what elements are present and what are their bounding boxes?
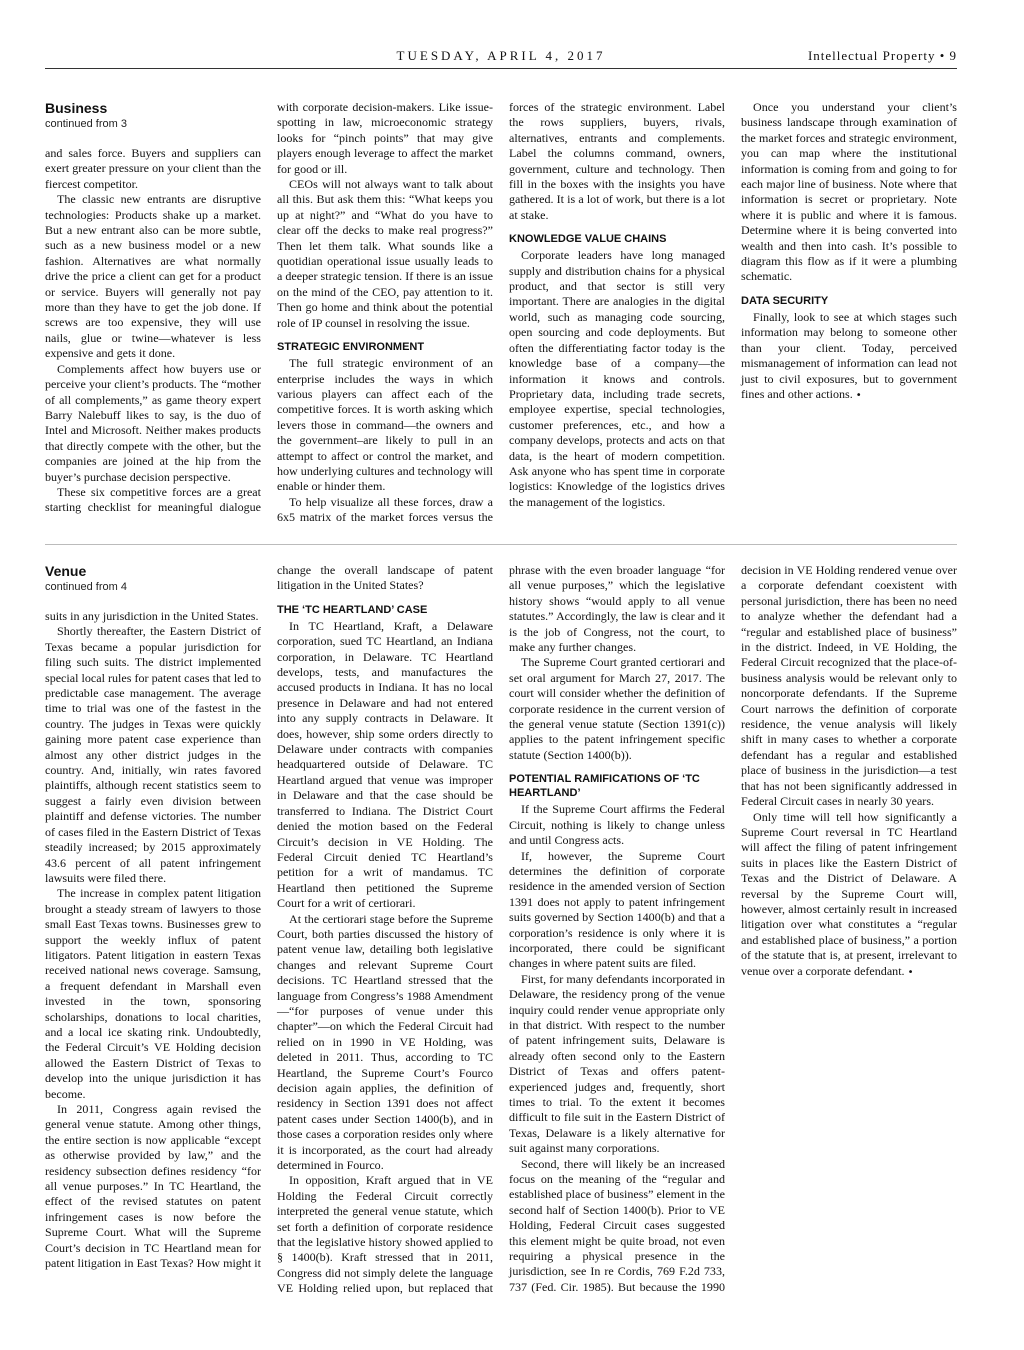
paragraph: In TC Heartland, Kraft, a Delaware corporation, sued TC Heartland, an Indiana corporation, in Delaware. TC Heartland develops, tests, and manufactures the accused products in Indiana. It has no local presence in Delaware and had not entered into any supply contracts in Delaware. It does, however, ship some orders directly to Delaware under contracts with companies headquartered outside of Delaware. TC Heartland argued that venue was improper in Delaware and that the case should be transferred to Indiana. The District Court denied the motion based on the Federal Circuit’s decision in VE Holding. The Federal Circuit denied TC Heartland’s petition for a writ of mandamus. TC Heartland then petitioned the Supreme Court for a writ of certiorari. [277,618,493,911]
subhead-strategic-environment: STRATEGIC ENVIRONMENT [277,341,425,354]
business-columns [45,100,957,530]
paragraph: First, for many defendants incorporated in Delaware, the residency prong of the venue inquiry could render venue appropriate only in that district. With respect to the number of patent infringement suits, Delaware is already often second only to the Eastern District of Texas and offers patent-experienced judges and, frequently, short times to trial. To the extent it becomes difficult to file suit in the Eastern District of Texas, Delaware is a likely alternative for suit against many corporations. [509,971,725,1156]
paragraph: If the Supreme Court affirms the Federal Circuit, nothing is likely to change unless and until Congress acts. [509,802,725,848]
paragraph: Corporate leaders have long managed supply and distribution chains for a physical product, and that sector is still very important. There are analogies in the digital world, such as managing code sourcing, open sourcing and code deployments. But often the differentiating factor today is the knowledge base of a company—the information it knows and controls. Proprietary data, including trade secrets, employee expertise, special technologies, customer preferences, etc., and how a company develops, protects and acts on that data, is the heart of modern competition. Ask anyone who has spent time in corporate logistics: Knowledge of the logistics drives the management of the logistics. [509,248,725,509]
end-mark: • [855,389,862,401]
venue-columns [45,563,957,1298]
paragraph: CEOs will not always want to talk about all this. But ask them this: “What keeps you up at night?” and “What do you have to clear off the decks to make real progress?” Then let them talk. What sounds like a quotidian operational issue usually leads to a deeper strategic tension. If there is an issue on the mind of the CEO, pay attention to it. Then go home and think about the potential role of IP counsel in resolving the issue. [277,177,493,330]
paragraph: These six competitive forces are a great starting checklist for meaningful dialogue with corporate decision-makers. Like issue-spotting in law, microeconomic strategy looks for “pinch points” that may give players enough leverage to affect the market for good or ill. [45,100,493,515]
subhead-potential-ramifications: POTENTIAL RAMIFICATIONS OF ‘TC HEARTLAND’ [509,773,700,800]
paragraph [741,810,957,980]
venue-article [45,563,957,1298]
subhead-tc-heartland-case: THE ‘TC HEARTLAND’ CASE [277,603,428,616]
venue-continued-line: continued from 4 [45,581,127,593]
paragraph: At the certiorari stage before the Supreme Court, both parties discussed the history of patent venue law, detailing both legislative changes and relevant Supreme Court decisions. TC Heartland stressed that the language from Congress’s 1988 Amendment—“for purposes of venue under this chapter”—on which the Federal Circuit had relied on in 1990 in VE Holding, was deleted in 2011. Thus, according to TC Heartland, the Supreme Court’s Fourco decision again applies, the definition of residency in Section 1391 does not affect patent cases under Section 1400(b), and in those cases a corporation resides only where it is incorporated, as the court had already determined in Fourco. [277,911,493,1173]
paragraph: To help visualize all these forces, draw a 6x5 matrix of the market forces versus the forces of the strategic environment. Label the rows suppliers, buyers, rivals, alternatives, entrants and complements. Label the columns command, owners, government, culture and technology. Then fill in the boxes with the insights you have gathered. It is a lot of work, but there is a lot at stake. [277,100,725,525]
paragraph: and sales force. Buyers and suppliers can exert greater pressure on your client than the fiercest competitor. [45,146,261,191]
subhead-knowledge-value-chains: KNOWLEDGE VALUE CHAINS [509,233,667,246]
paragraph: Second, there will likely be an increased focus on the meaning of the “regular and established place of business” element in the second half of Section 1400(b). Prior to VE Holding, Federal Circuit cases suggested this element might be quite broad, not even requiring a physical presence in the jurisdiction, see In re Cordis, 769 F.2d 733, 737 (Fed. Cir. 1985). But because the 1990 decision in VE Holding rendered venue over a corporate defendant coexistent with personal jurisdiction, there has been no need to analyze whether the defendant had a “regular and established place of business” in the district. Indeed, in VE Holding, the Federal Circuit recognized that the place-of-business analysis would be relevant only to noncorporate defendants. If the Supreme Court narrows the definition of corporate residence, the venue analysis will likely shift in many cases to whether a corporate defendant has a regular and established place of business in the jurisdiction—a test that has not been significantly addressed in Federal Circuit cases in nearly 30 years. [509,563,957,1294]
issue-date: TUESDAY, APRIL 4, 2017 [396,48,606,63]
paragraph: In 2011, Congress again revised the general venue statute. Among other things, the entire section is now applicable “except as otherwise provided by law,” and the residency subsection defines residency “for all venue purposes.” In TC Heartland, the effect of the revised statutes on patent infringement cases is now before the Supreme Court. What will the Supreme Court’s decision in TC Heartland mean for patent litigation in East Texas? How might it change the overall landscape of patent litigation in the United States? [45,563,493,1271]
paragraph: The classic new entrants are disruptive technologies: Products shake up a market. But a new entrant also can be more subtle, such as a new business model or a new fashion. Alternatives are what normally drive the price a client can get for a product or service. Buyers will generally not pay more than they have to get the job done. If screws are too expensive, they will use nails, glue or twine—whatever is less expensive and gets it done. [45,192,261,361]
section-folio: Intellectual Property • 9 [807,48,957,63]
paragraph: The increase in complex patent litigation brought a steady stream of lawyers to those small East Texas towns. Businesses grew to support the weekly influx of patent litigators. Patent litigation in eastern Texas received national news coverage. Samsung, a frequent defendant in Marshall even invested in the town, sponsoring scholarships, donations to local charities, and a local ice skating rink. Undoubtedly, the Federal Circuit’s VE Holding decision allowed the Eastern District of Texas to develop into the unique jurisdiction it has become. [45,886,261,1101]
paragraph: Once you understand your client’s business landscape through examination of the market forces and strategic environment, you can map where the institutional information is coming from and going to for each major line of business. Note where that information is secret or proprietary. Note where it is public and where it is famous. Determine where it is being converted into wealth and then into cash. It’s possible to diagram this flow as if it were a plumbing schematic. [741,100,957,284]
paragraph-text: Finally, look to see at which stages such information may belong to someone other than your client. Today, perceived mismanagement of information can lead not just to civil exposures, but to government fines and other actions. [741,309,957,401]
paragraph: Shortly thereafter, the Eastern District of Texas became a popular jurisdiction for filing such suits. The district implemented special local rules for patent cases that led to predictable case management. The average time to trial was one of the fastest in the country. The judges in Texas were quickly gaining more patent case experience than almost any other district judges in the country. And, initially, win rates favored plaintiffs, although recent statistics seem to suggest a fairly even division between plaintiff and defense victories. The number of cases filed in the Eastern District of Texas steadily increased; by 2015 approximately 43.6 percent of all patent infringement lawsuits were filed there. [45,624,261,885]
business-continued-line: continued from 3 [45,118,127,130]
paragraph: Complements affect how buyers use or perceive your client’s products. The “mother of all complements,” as game theory expert Barry Nalebuff likes to say, is the duo of Intel and Microsoft. Neither makes products that directly compete with the other, but the companies are joined at the hip from the buyer’s purchase decision perspective. [45,361,261,484]
venue-kicker: Venue [45,563,87,579]
paragraph-text: Only time will tell how significantly a Supreme Court reversal in TC Heartland will affect the filing of patent infringement suits in places like the Eastern District of Texas and the District of Delaware. A reversal by the Supreme Court will, however, almost certainly result in increased litigation over what constitutes a “regular and established place of business,” a portion of the statute that is, at present, irrelevant to venue over a corporate defendant. [741,809,957,978]
paragraph: The full strategic environment of an enterprise includes the ways in which various players can affect each of the competitive forces. It is worth asking which levers those in command—the owners and the government–are likely to pull in an attempt to affect or control the market, and how underlying cultures and technology will enable or hinder them. [277,356,493,494]
subhead-data-security: DATA SECURITY [741,294,829,307]
paragraph: If, however, the Supreme Court determines the definition of corporate residence in the amended version of Section 1391 does not apply to patent infringement suits governed by Section 1400(b) and that a corporation’s residence is only where it is incorporated, there could be significant changes in where patent suits are filed. [509,848,725,971]
paragraph: In opposition, Kraft argued that in VE Holding the Federal Circuit correctly interpreted the general venue statute, which set forth a definition of corporate residence that the legislative history showed applied to § 1400(b). Kraft stressed that in 2011, Congress did not simply delete the language VE Holding relied upon, but replaced that phrase with the even broader language “for all venue purposes,” which the legislative history shows “would apply to all venue statutes.” Accordingly, the law is clear and it is the job of Congress, not the court, to make any further changes. [277,563,725,1296]
story-divider [45,544,957,545]
paragraph: suits in any jurisdiction in the United States. [45,609,259,623]
page-header [45,48,957,69]
business-kicker: Business [45,100,108,116]
business-article [45,100,957,530]
paragraph: The Supreme Court granted certiorari and set oral argument for March 27, 2017. The court will consider whether the definition of corporate residence in the current version of the general venue statute (Section 1391(c)) applies to the patent infringement specific statute (Section 1400(b)). [509,655,725,762]
paragraph [741,310,957,403]
end-mark: • [907,966,914,978]
